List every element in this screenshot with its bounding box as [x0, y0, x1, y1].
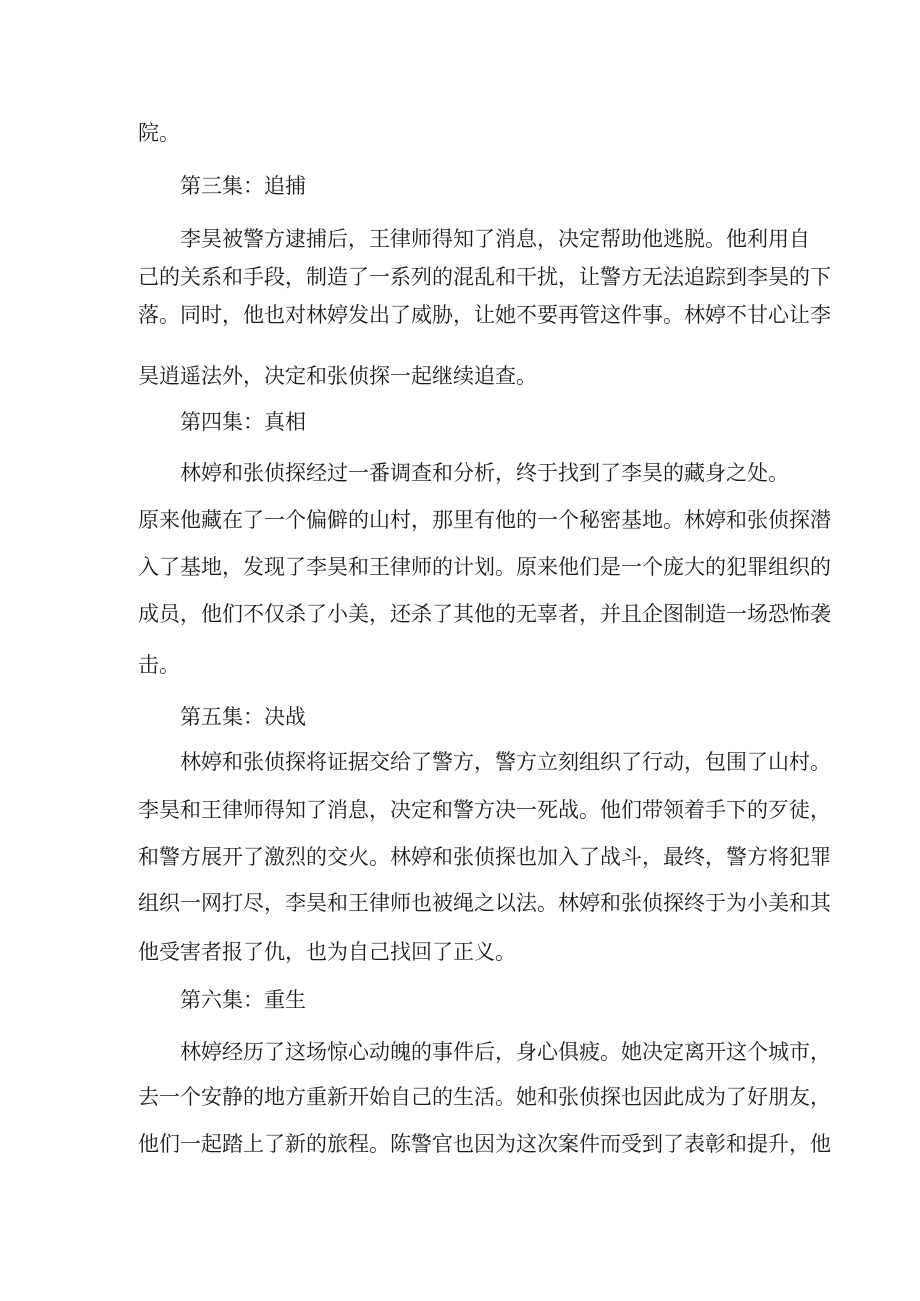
episode-5-paragraph-line: 组织一网打尽，李昊和王律师也被绳之以法。林婷和张侦探终于为小美和其 — [138, 891, 831, 915]
episode-5-paragraph-line: 李昊和王律师得知了消息，决定和警方决一死战。他们带领着手下的歹徒， — [138, 798, 831, 822]
text-line-continuation: 院。 — [138, 121, 180, 145]
episode-6-paragraph-line: 去一个安静的地方重新开始自己的生活。她和张侦探也因此成为了好朋友， — [138, 1085, 831, 1109]
episode-5-paragraph-line: 林婷和张侦探将证据交给了警方，警方立刻组织了行动，包围了山村。 — [180, 750, 831, 774]
episode-4-paragraph-line: 击。 — [138, 653, 180, 677]
episode-4-paragraph-line: 成员，他们不仅杀了小美，还杀了其他的无辜者，并且企图制造一场恐怖袭 — [138, 602, 831, 626]
episode-6-paragraph-line: 林婷经历了这场惊心动魄的事件后，身心俱疲。她决定离开这个城市， — [180, 1040, 831, 1064]
episode-4-paragraph-line: 入了基地，发现了李昊和王律师的计划。原来他们是一个庞大的犯罪组织的 — [138, 555, 831, 579]
episode-6-paragraph-line: 他们一起踏上了新的旅程。陈警官也因为这次案件而受到了表彰和提升，他 — [138, 1132, 831, 1156]
episode-3-paragraph-line: 己的关系和手段，制造了一系列的混乱和干扰，让警方无法追踪到李昊的下 — [138, 265, 831, 289]
episode-5-paragraph-line: 他受害者报了仇，也为自己找回了正义。 — [138, 940, 516, 964]
episode-5-paragraph-line: 和警方展开了激烈的交火。林婷和张侦探也加入了战斗，最终，警方将犯罪 — [138, 845, 831, 869]
episode-5-heading: 第五集：决战 — [180, 705, 306, 729]
episode-4-paragraph-line: 原来他藏在了一个偏僻的山村，那里有他的一个秘密基地。林婷和张侦探潜 — [138, 508, 831, 532]
episode-3-paragraph-line: 落。同时，他也对林婷发出了威胁，让她不要再管这件事。林婷不甘心让李 — [138, 303, 831, 327]
episode-6-heading: 第六集：重生 — [180, 988, 306, 1012]
episode-3-paragraph-line: 李昊被警方逮捕后，王律师得知了消息，决定帮助他逃脱。他利用自 — [180, 227, 810, 251]
episode-3-paragraph-line: 昊逍遥法外，决定和张侦探一起继续追查。 — [138, 364, 537, 388]
episode-4-heading: 第四集：真相 — [180, 410, 306, 434]
episode-4-paragraph-line: 林婷和张侦探经过一番调查和分析，终于找到了李昊的藏身之处。 — [180, 461, 789, 485]
episode-3-heading: 第三集：追捕 — [180, 174, 306, 198]
